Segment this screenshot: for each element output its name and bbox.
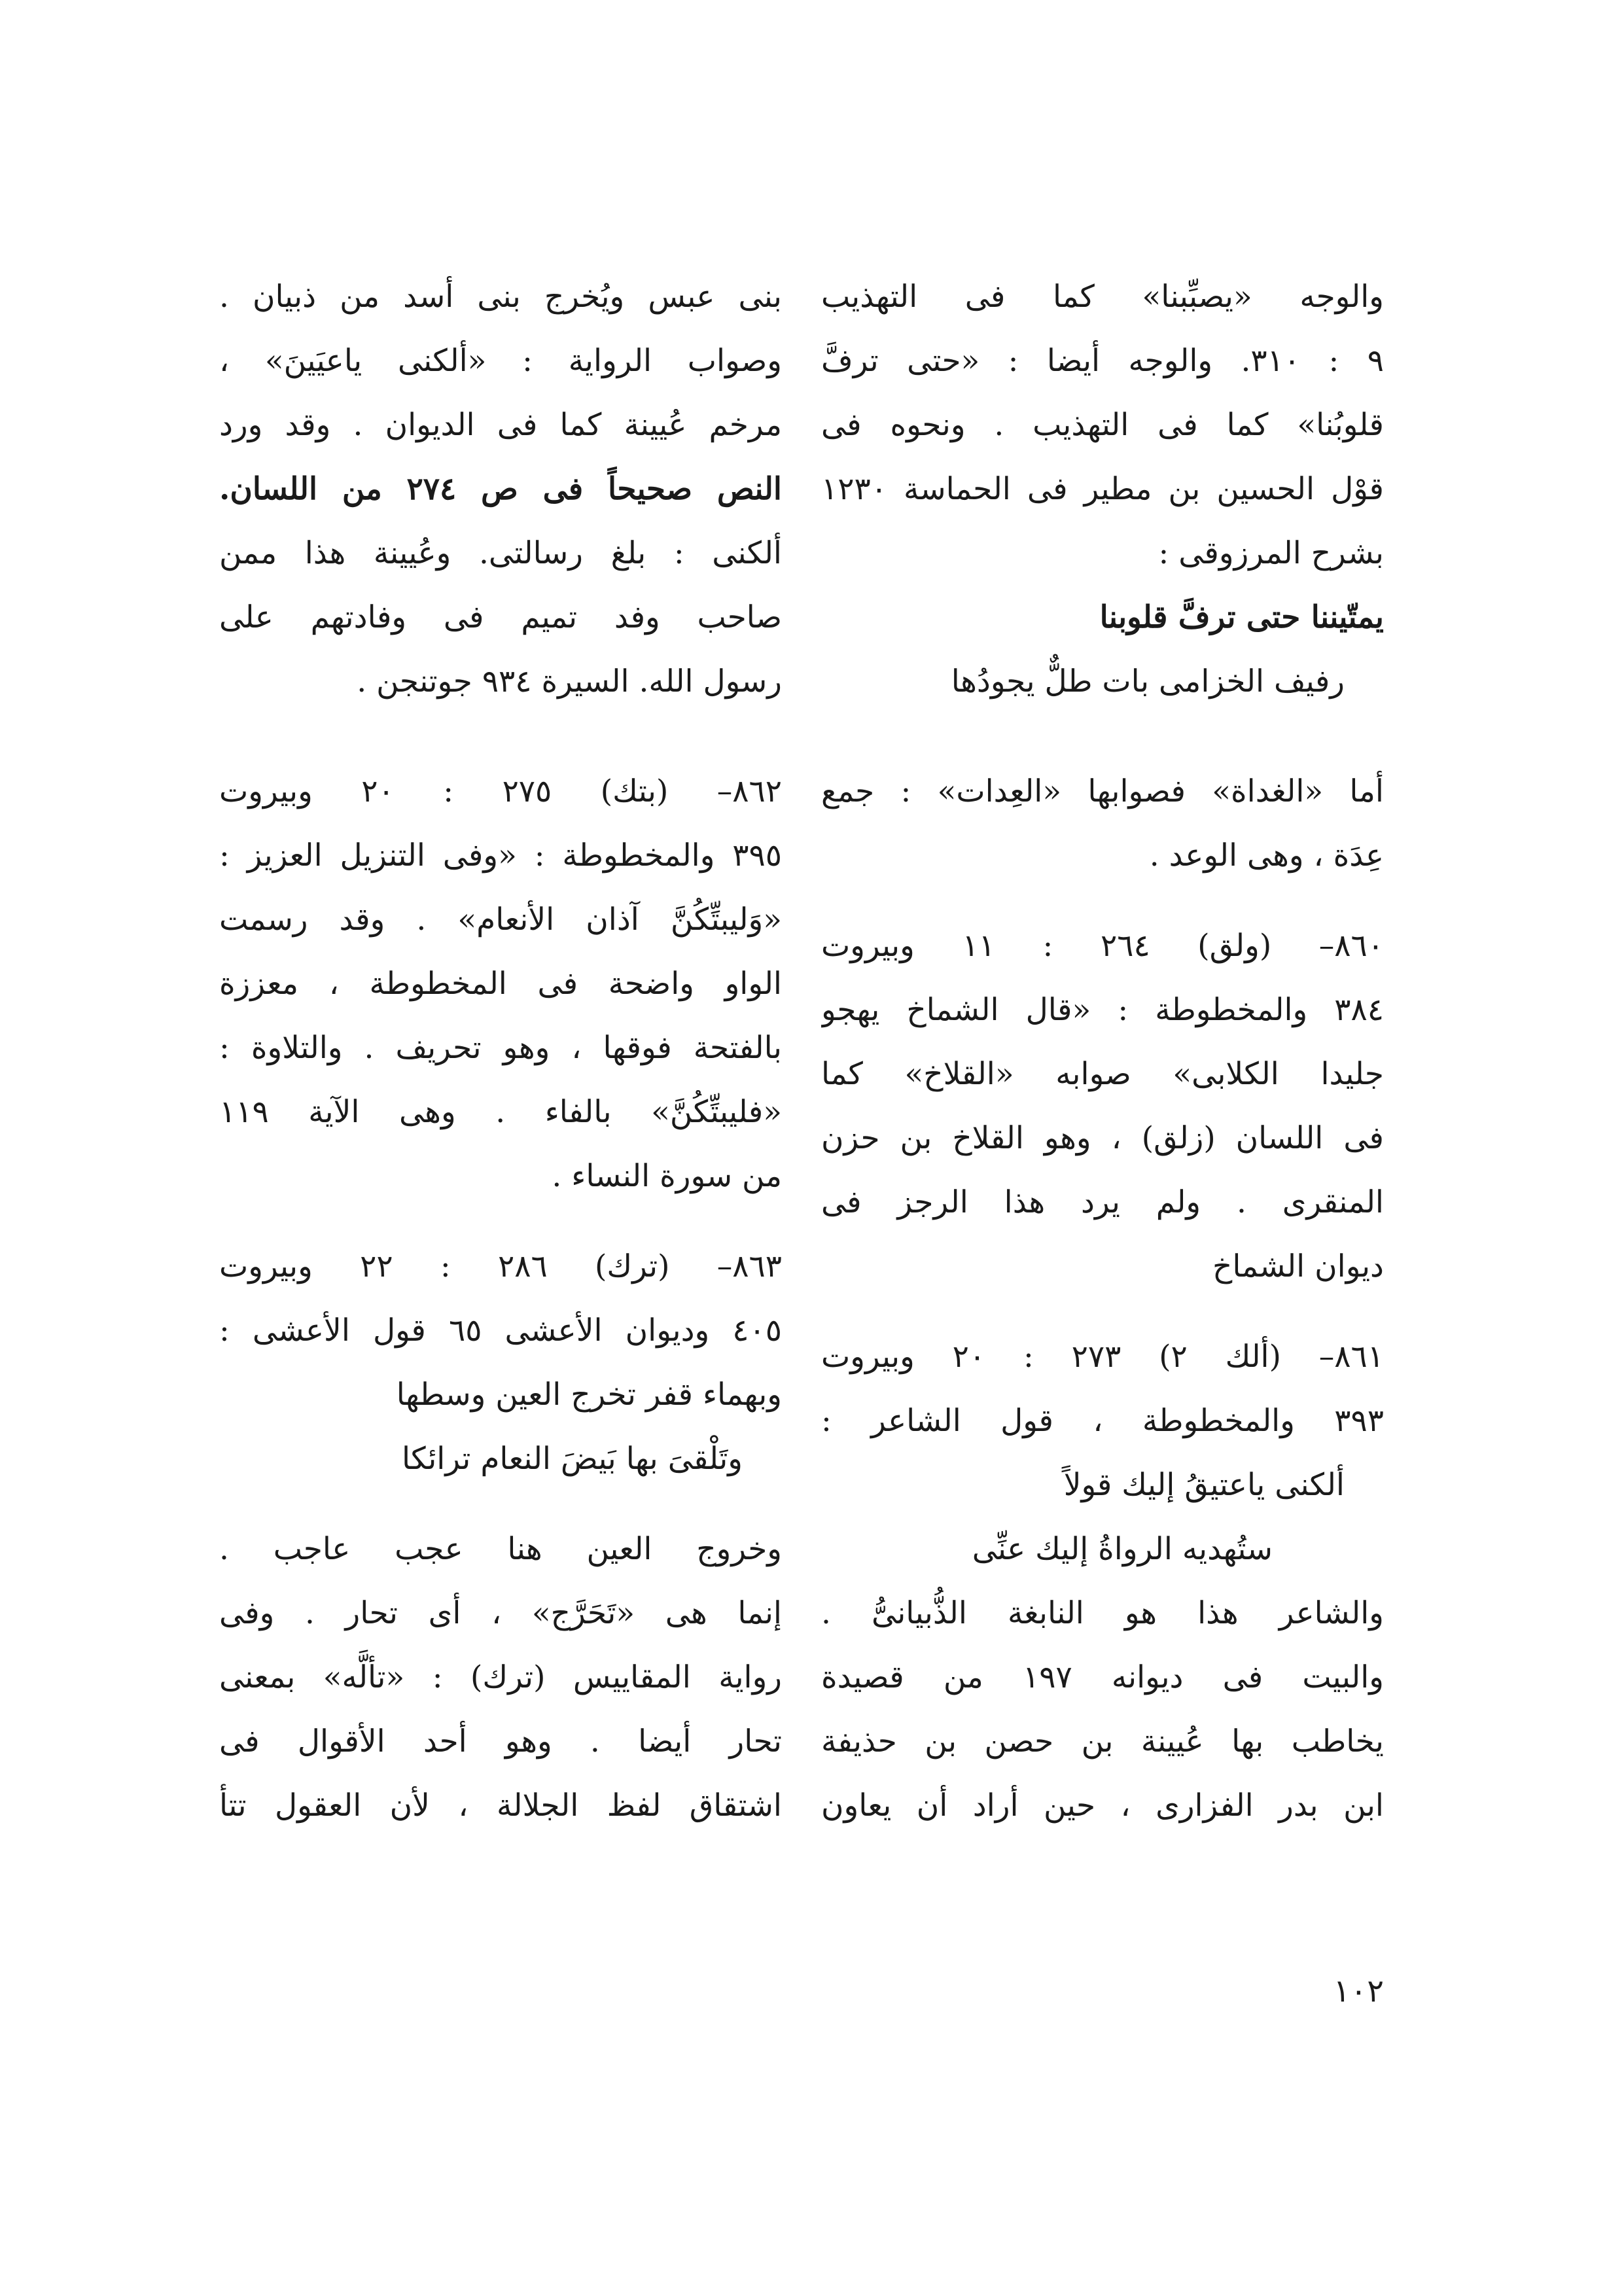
text-line: ٤٠٥ وديوان الأعشى ٦٥ قول الأعشى : (219, 1313, 782, 1349)
text-line: ٣٨٤ والمخطوطة : «قال الشماخ يهجو (821, 992, 1384, 1028)
text-line: فى اللسان (زلق) ، وهو القلاخ بن حزن (821, 1120, 1384, 1156)
text-line: يخاطب بها عُيينة بن حصن بن حذيفة (821, 1723, 1384, 1759)
text-line: «فليبتِّكُنَّ» بالفاء . وهى الآية ١١٩ (219, 1094, 782, 1130)
spacer (219, 714, 782, 760)
text-line: ديوان الشماخ (1212, 1248, 1384, 1284)
text-line: أما «الغداة» فصوابها «العِدات» : جمع (821, 773, 1384, 809)
spacer (219, 1491, 782, 1517)
text-line: النص صحيحاً فى ص ٢٧٤ من اللسان. (219, 471, 782, 507)
text-line: مرخم عُيينة كما فى الديوان . وقد ورد (219, 407, 782, 443)
text-line: ابن بدر الفزارى ، حين أراد أن يعاون (821, 1788, 1384, 1824)
text-line: قوْل الحسين بن مطير فى الحماسة ١٢٣٠ (821, 471, 1384, 507)
text-line: بنى عبس ويُخرج بنى أسد من ذبيان . (219, 279, 782, 315)
entry-heading: ٨٦٠– (ولق) ٢٦٤ : ١١ وبيروت (821, 928, 1384, 964)
text-line: قلوبُنا» كما فى التهذيب . ونحوه فى (821, 407, 1384, 443)
spacer (219, 1209, 782, 1235)
entry-heading: ٨٦١– (ألك ٢) ٢٧٣ : ٢٠ وبيروت (821, 1339, 1384, 1375)
poem-verse: وبهماء قفر تخرج العين وسطها (396, 1377, 782, 1413)
text-line: عِدَة ، وهى الوعد . (1149, 838, 1384, 874)
poem-verse: رفيف الخزامى بات طلٌّ يجودُها (951, 663, 1345, 699)
right-column (821, 265, 1384, 1838)
text-line: والبيت فى ديوانه ١٩٧ من قصيدة (821, 1659, 1384, 1695)
page-number: ١٠٢ (1333, 1973, 1384, 2009)
text-line: وخروج العين هنا عجب عاجب . (219, 1531, 782, 1567)
text-line: بشرح المرزوقى : (1158, 535, 1384, 571)
text-line: والشاعر هذا هو النابغة الذُّبيانىُّ . (821, 1595, 1384, 1631)
text-line: من سورة النساء . (552, 1158, 782, 1194)
spacer (821, 714, 1384, 760)
text-line: صاحب وفد تميم فى وفادتهم على (219, 599, 782, 635)
text-line: تحار أيضا . وهو أحد الأقوال فى (219, 1723, 782, 1759)
entry-heading: ٨٦٢– (بتك) ٢٧٥ : ٢٠ وبيروت (219, 773, 782, 809)
poem-verse: ستُهديه الرواةُ إليك عنِّى (972, 1531, 1273, 1567)
text-line: المنقرى . ولم يرد هذا الرجز فى (821, 1184, 1384, 1220)
text-line: ٩ : ٣١٠. والوجه أيضا : «حتى ترفَّ (821, 343, 1384, 379)
entry-heading: ٨٦٣– (ترك) ٢٨٦ : ٢٢ وبيروت (219, 1248, 782, 1284)
text-line: رسول الله. السيرة ٩٣٤ جوتنجن . (357, 663, 782, 699)
poem-verse: يمتّيننا حتى ترفَّ قلوبنا (1099, 599, 1384, 635)
poem-verse: وتَلْقىَ بها بَيضَ النعام ترائكا (401, 1441, 743, 1477)
text-line: إنما هى «تَحَرَّج» ، أى تحار . وفى (219, 1595, 782, 1631)
text-line: ٣٩٣ والمخطوطة ، قول الشاعر : (821, 1403, 1384, 1439)
text-line: اشتقاق لفظ الجلالة ، لأن العقول تتأ (219, 1788, 782, 1824)
text-line: والوجه «يصبِّبنا» كما فى التهذيب (821, 279, 1384, 315)
poem-verse: ألكنى ياعتيقُ إليك قولاً (1063, 1467, 1345, 1503)
spacer (821, 1299, 1384, 1325)
text-line: بالفتحة فوقها ، وهو تحريف . والتلاوة : (219, 1030, 782, 1066)
text-line: «وَليبتِّكُنَّ آذان الأنعام» . وقد رسمت (219, 902, 782, 938)
text-line: وصواب الرواية : «ألكنى ياعيَينَ» ، (219, 343, 782, 379)
text-line: رواية المقاييس (ترك) : «تألَّه» بمعنى (219, 1659, 782, 1695)
text-line: الواو واضحة فى المخطوطة ، معززة (219, 966, 782, 1002)
text-line: ٣٩٥ والمخطوطة : «وفى التنزيل العزيز : (219, 838, 782, 874)
text-line: جليدا الكلابى» صوابه «القلاخ» كما (821, 1056, 1384, 1092)
left-column (219, 265, 782, 1838)
text-line: ألكنى : بلغ رسالتى. وعُيينة هذا ممن (219, 535, 782, 571)
spacer (821, 888, 1384, 914)
